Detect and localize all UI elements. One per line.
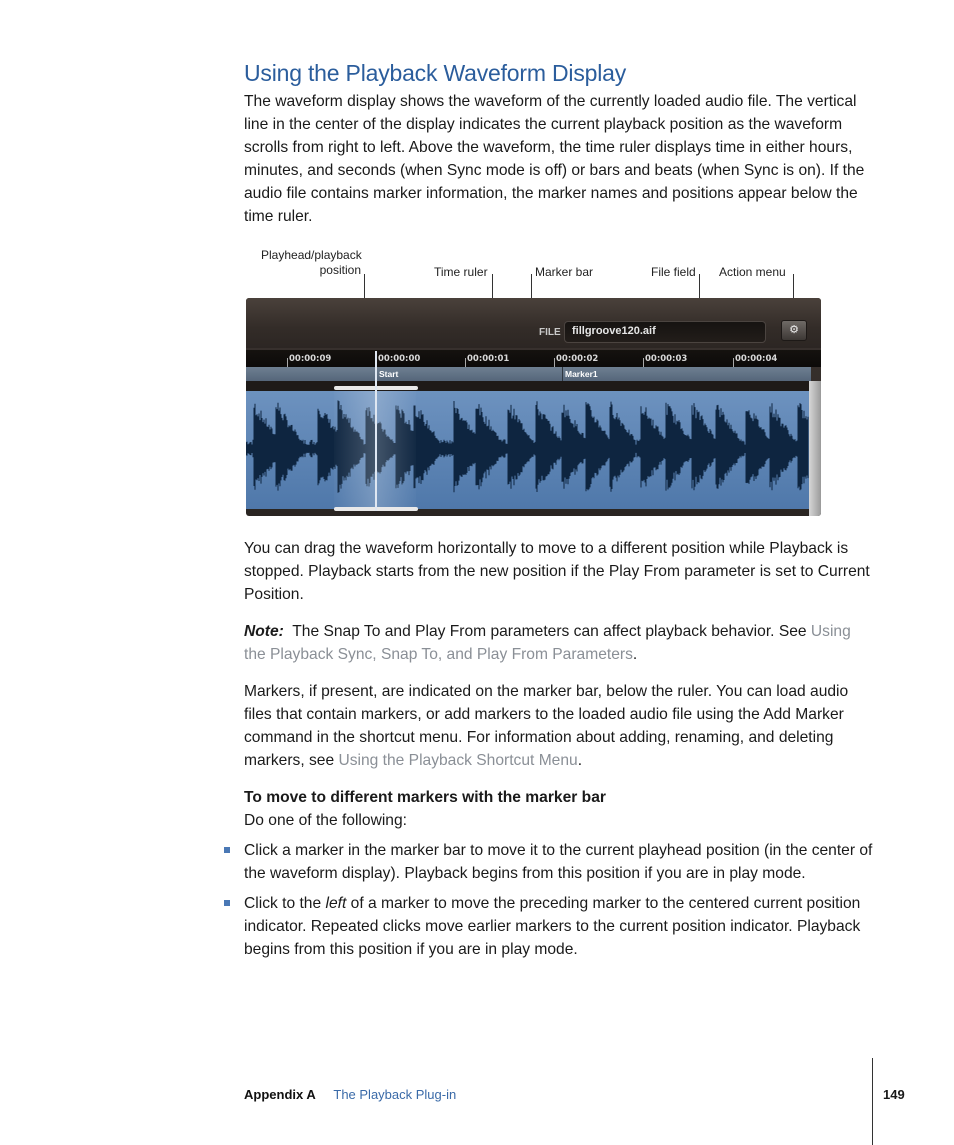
waveform-graphic (246, 391, 809, 509)
markers-text: Markers, if present, are indicated on the marker bar, below the ruler. You can load audio files that contain markers, or add markers to the loaded audio file using the Add Marker command in the shortcut menu. For information about adding, renaming, and deleting markers, see (244, 683, 849, 769)
marker-start[interactable]: Start (379, 369, 399, 379)
note-end: . (632, 646, 638, 663)
ruler-tick (733, 358, 734, 367)
waveform-area[interactable] (246, 391, 809, 509)
markers-paragraph (244, 680, 876, 772)
time-ruler[interactable] (246, 350, 821, 367)
callout-playhead (261, 248, 361, 278)
ruler-tick-label: 00:00:02 (556, 354, 599, 364)
drag-paragraph: You can drag the waveform horizontally to move to a different position while Playback is stopped. Playback starts from the new position if the Play From parameter is set to Current Position. (244, 540, 870, 603)
ruler-tick-label: 00:00:09 (289, 354, 332, 364)
ruler-tick (465, 358, 466, 367)
page-number: 149 (883, 1087, 905, 1102)
bullet-text-2-post: of a marker to move the preceding marker to the centered current position indicator. Repeated clicks move earlier markers to the current position indicator. Playback begins from this position if you are in play mode. (244, 895, 861, 958)
note-label: Note: (244, 623, 284, 640)
ruler-tick (554, 358, 555, 367)
ruler-tick (287, 358, 288, 367)
task-title: To move to different markers with the marker bar (244, 789, 606, 806)
bullet-text-2-em: left (325, 895, 347, 912)
callout-action-menu: Action menu (719, 265, 786, 279)
ruler-tick-label: 00:00:03 (645, 354, 688, 364)
callout-marker-bar: Marker bar (535, 265, 594, 279)
marker1-tick (562, 367, 563, 381)
waveform-scrollbar[interactable] (809, 381, 821, 516)
bullet-text-2-pre: Click to the (244, 895, 322, 912)
footer (244, 1087, 456, 1102)
task-subtitle: Do one of the following: (244, 812, 407, 829)
ruler-tick-label: 00:00:01 (467, 354, 510, 364)
callout-file-field: File field (651, 265, 696, 279)
callout-playhead-line2: position (319, 263, 361, 277)
footer-divider (872, 1058, 873, 1145)
footer-section-link[interactable]: The Playback Plug-in (333, 1087, 457, 1102)
page-title: Using the Playback Waveform Display (244, 60, 627, 86)
bullet-icon (224, 900, 230, 906)
note-text: The Snap To and Play From parameters can affect playback behavior. See (292, 623, 807, 640)
waveform-header (246, 298, 821, 348)
playhead-line[interactable] (375, 351, 377, 511)
waveform-path (246, 400, 808, 492)
marker1[interactable]: Marker1 (565, 369, 598, 379)
waveform-top-border (246, 381, 821, 391)
ruler-tick-label: 00:00:04 (735, 354, 778, 364)
callout-time-ruler: Time ruler (434, 265, 488, 279)
file-field[interactable] (564, 321, 766, 343)
callout-playhead-line1: Playhead/playback (261, 248, 362, 262)
bullet-item (244, 839, 876, 885)
file-name: fillgroove120.aif (572, 325, 656, 337)
ruler-tick (643, 358, 644, 367)
intro-paragraph: The waveform display shows the waveform of the currently loaded audio file. The vertical line in the center of the display indicates the current playback position as the waveform scrolls from right to left. Above the waveform, the time ruler displays time in either hours, minutes, and seconds (when Sync mode is off) or bars and beats (when Sync is on). If the audio file contains marker information, the marker names and positions appear below the time ruler. (244, 93, 865, 225)
footer-chapter: Appendix A (244, 1087, 316, 1102)
bullet-item (244, 892, 876, 961)
gear-icon: ⚙ (789, 324, 799, 336)
link-shortcut-menu[interactable]: Using the Playback Shortcut Menu (338, 752, 578, 769)
bullet-text-1: Click a marker in the marker bar to move it to the current playhead position (in the center of the waveform display). Playback begins from this position if you are in play mode. (244, 842, 873, 882)
action-menu-button[interactable] (781, 320, 807, 341)
link-sync-snap-play-from[interactable]: Using the Playback Sync, Snap To, and Play From Parameters (244, 623, 851, 663)
marker-bar[interactable] (246, 367, 811, 381)
file-label: FILE (539, 327, 561, 338)
markers-end: . (577, 752, 583, 769)
waveform-display-screenshot (246, 298, 821, 516)
task-block (244, 786, 876, 832)
bullet-icon (224, 847, 230, 853)
note-paragraph (244, 620, 876, 666)
ruler-tick-label: 00:00:00 (378, 354, 421, 364)
